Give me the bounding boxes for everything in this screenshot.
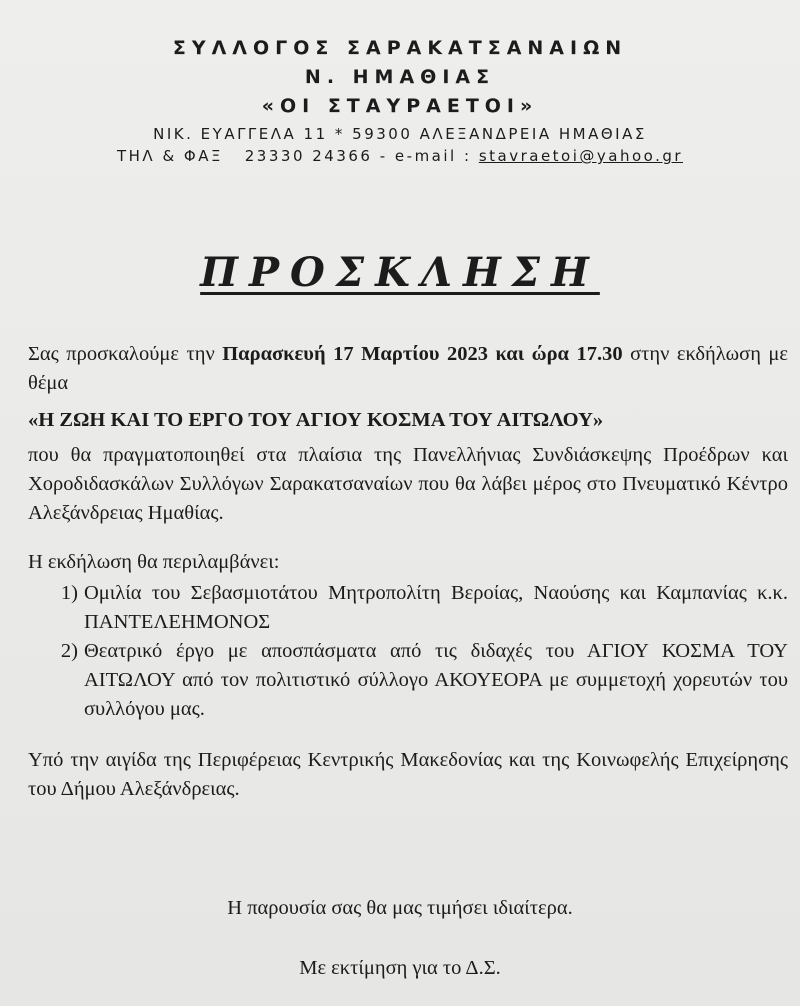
phone-number: 23330 24366 (244, 147, 373, 165)
signature-line: Με εκτίμηση για το Δ.Σ. (299, 957, 501, 979)
program-item (28, 579, 788, 637)
email-link[interactable]: stavraetoi@yahoo.gr (478, 147, 684, 165)
program-intro: Η εκδήλωση θα περιλαμβάνει: (28, 551, 280, 573)
club-address: ΝΙΚ. ΕΥΑΓΓΕΛΑ 11 * 59300 ΑΛΕΞΑΝΔΡΕΙΑ ΗΜΑΘΙΑΣ (153, 125, 647, 143)
intro-paragraph (28, 340, 788, 398)
club-name: «ΟΙ ΣΤΑΥΡΑΕΤΟΙ» (261, 95, 539, 117)
program-item-text: Θεατρικό έργο με αποσπάσματα από τις διδαχές του ΑΓΙΟΥ ΚΟΣΜΑ ΤΟΥ ΑΙΤΩΛΟΥ από τον πολιτιστικό σύλλογο ΑΚΟΥΕΟΡΑ με συμμετοχή χορευτών του συλλόγου μας. (84, 640, 788, 720)
program-item-number: 2) (60, 640, 78, 662)
event-subject: «Η ΖΩΗ ΚΑΙ ΤΟ ΕΡΓΟ ΤΟΥ ΑΓΙΟΥ ΚΟΣΜΑ ΤΟΥ ΑΙΤΩΛΟΥ» (28, 409, 604, 431)
program-item (28, 637, 788, 724)
email-label: - e-mail : (379, 147, 472, 165)
title-text: ΠΡΟΣΚΛΗΣΗ (200, 249, 600, 296)
intro-end-text: στην εκδήλωση με θέμα (28, 343, 789, 394)
program-list (28, 579, 788, 724)
association-name: ΣΥΛΛΟΓΟΣ ΣΑΡΑΚΑΤΣΑΝΑΙΩΝ (172, 37, 628, 59)
event-context: που θα πραγματοποιηθεί στα πλαίσια της Πανελλήνιας Συνδιάσκεψης Προέδρων και Χοροδιδασκάλων Συλλόγων Σαρακατσαναίων που θα λάβει μέρος στο Πνευματικό Κέντρο Αλεξάνδρειας Ημαθίας. (28, 444, 788, 524)
document-title (0, 246, 800, 300)
auspices-paragraph: Υπό την αιγίδα της Περιφέρειας Κεντρικής Μακεδονίας και της Κοινωφελής Επιχείρησης του Δήμου Αλεξάνδρειας. (28, 749, 788, 800)
intro-text: Σας προσκαλούμε την (28, 343, 215, 365)
event-date-time: Παρασκευή 17 Μαρτίου 2023 και ώρα 17.30 (222, 343, 623, 365)
prefecture-name: Ν. ΗΜΑΘΙΑΣ (304, 66, 496, 88)
letterhead (0, 34, 800, 167)
program-item-number: 1) (60, 582, 78, 604)
phone-label: ΤΗΛ & ΦΑΞ (116, 147, 223, 165)
closing-line: Η παρουσία σας θα μας τιμήσει ιδιαίτερα. (227, 897, 573, 919)
contact-line (0, 145, 800, 167)
invitation-body (28, 340, 788, 804)
program-item-text: Ομιλία του Σεβασμιοτάτου Μητροπολίτη Βεροίας, Ναούσης και Καμπανίας κ.κ. ΠΑΝΤΕΛΕΗΜΟΝΟΣ (84, 582, 788, 633)
